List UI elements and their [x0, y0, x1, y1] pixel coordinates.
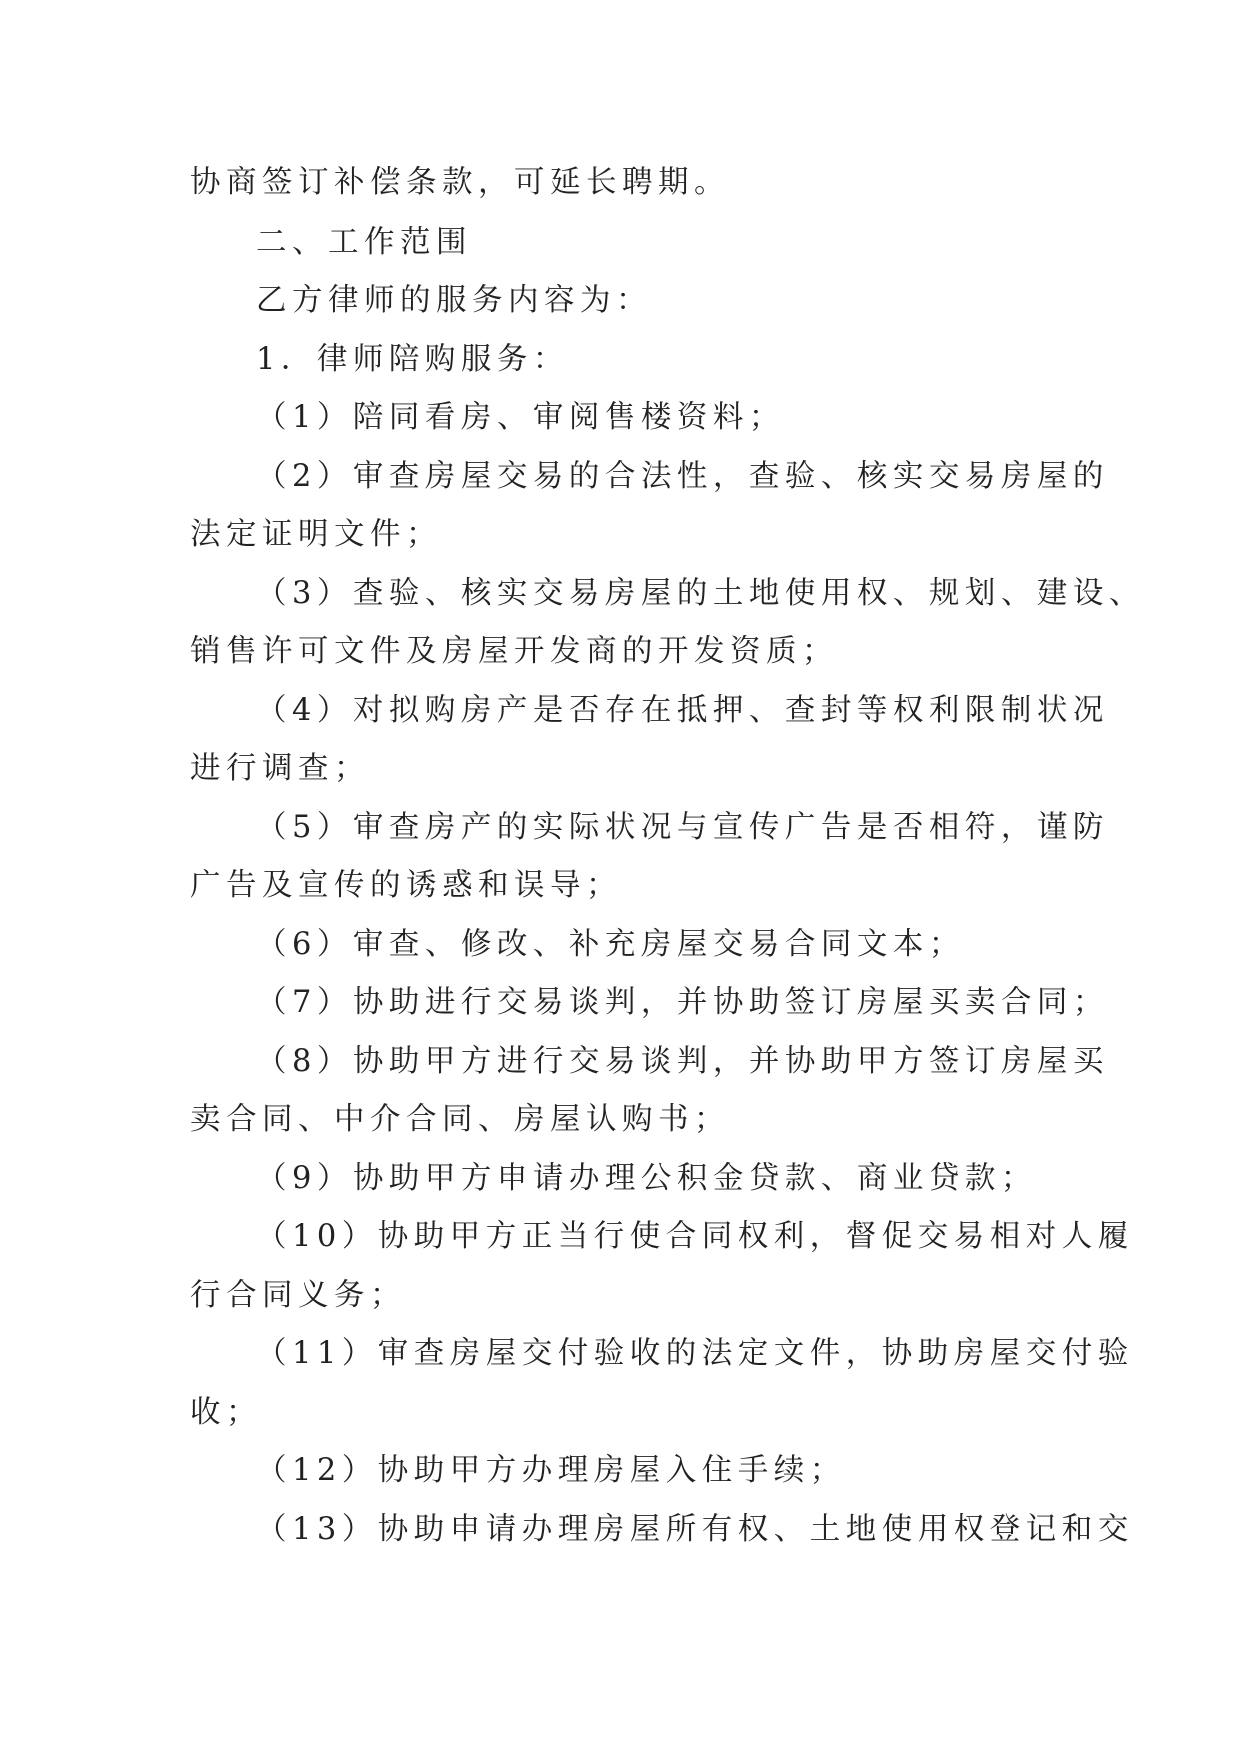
list-item-4: （4）对拟购房产是否存在抵押、查封等权利限制状况 — [256, 693, 1109, 728]
subsection-heading: 1．律师陪购服务： — [256, 342, 569, 377]
list-item-13: （13）协助申请办理房屋所有权、土地使用权登记和交 — [256, 1512, 1134, 1547]
list-item-6: （6）审查、修改、补充房屋交易合同文本； — [256, 927, 965, 962]
list-item-7: （7）协助进行交易谈判，并协助签订房屋买卖合同； — [256, 985, 1109, 1020]
text-line-3: 乙方律师的服务内容为： — [256, 283, 652, 318]
list-item-2: （2）审查房屋交易的合法性，查验、核实交易房屋的 — [256, 459, 1109, 494]
list-item-11: （11）审查房屋交付验收的法定文件，协助房屋交付验 — [256, 1336, 1134, 1371]
list-item-10: （10）协助甲方正当行使合同权利，督促交易相对人履 — [256, 1219, 1134, 1254]
text-line-1: 协商签订补偿条款，可延长聘期。 — [190, 165, 730, 200]
list-item-2-cont: 法定证明文件； — [190, 517, 442, 552]
list-item-12: （12）协助甲方办理房屋入住手续； — [256, 1453, 846, 1488]
list-item-8: （8）协助甲方进行交易谈判，并协助甲方签订房屋买 — [256, 1044, 1109, 1079]
list-item-9: （9）协助甲方申请办理公积金贷款、商业贷款； — [256, 1161, 1037, 1196]
list-item-11-cont: 收； — [190, 1395, 262, 1430]
list-item-10-cont: 行合同义务； — [190, 1278, 406, 1313]
list-item-4-cont: 进行调查； — [190, 751, 370, 786]
list-item-3-cont: 销售许可文件及房屋开发商的开发资质； — [190, 634, 838, 669]
list-item-3: （3）查验、核实交易房屋的土地使用权、规划、建设、 — [256, 576, 1145, 611]
section-heading: 二、工作范围 — [256, 225, 472, 260]
list-item-1: （1）陪同看房、审阅售楼资料； — [256, 400, 785, 435]
list-item-8-cont: 卖合同、中介合同、房屋认购书； — [190, 1102, 730, 1137]
list-item-5-cont: 广告及宣传的诱惑和误导； — [190, 868, 622, 903]
list-item-5: （5）审查房产的实际状况与宣传广告是否相符，谨防 — [256, 810, 1109, 845]
